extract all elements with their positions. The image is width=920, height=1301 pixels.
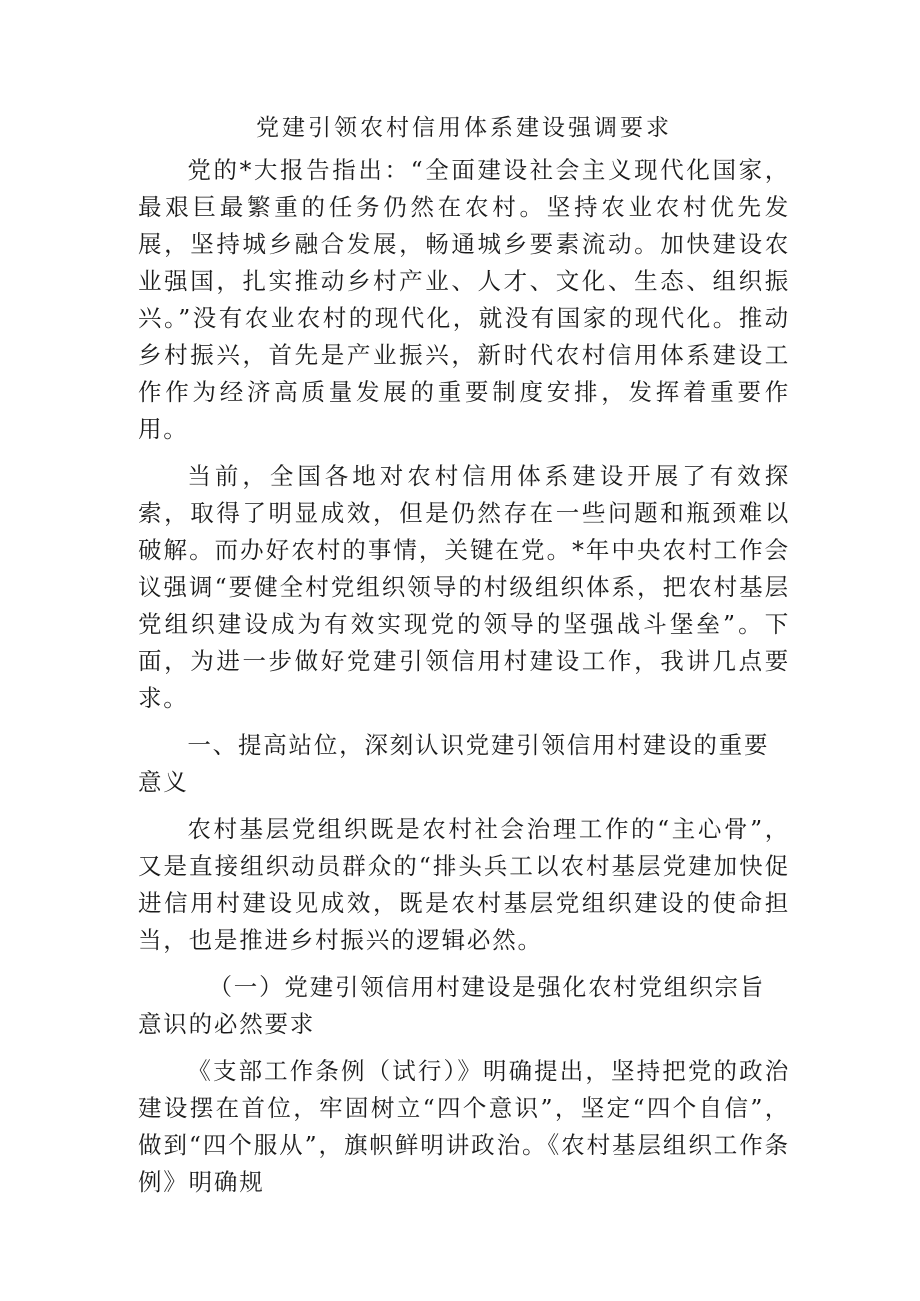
paragraph-sub-1-1: 《支部工作条例（试行）》明确提出，坚持把党的政治建设摆在首位，牢固树立“四个意识”，坚定“四个自信”，做到“四个服从”，旗帜鲜明讲政治。《农村基层组织工作条例》明确规 bbox=[138, 1057, 790, 1196]
document-title: 党建引领农村信用体系建设强调要求 bbox=[256, 115, 672, 141]
paragraph-current-situation: 当前，全国各地对农村信用体系建设开展了有效探索，取得了明显成效，但是仍然存在一些问题和瓶颈难以破解。而办好农村的事情，关键在党。*年中央农村工作会议强调“要健全村党组织领导的村级组织体系，把农村基层党组织建设成为有效实现党的领导的坚强战斗堡垒”。下面，为进一步做好党建引领信用村建设工作，我讲几点要求。 bbox=[138, 462, 790, 712]
document-page bbox=[138, 112, 790, 1211]
paragraph-intro: 党的*大报告指出：“全面建设社会主义现代化国家，最艰巨最繁重的任务仍然在农村。坚持农业农村优先发展，坚持城乡融合发展，畅通城乡要素流动。加快建设农业强国，扎实推动乡村产业、人才、文化、生态、组织振兴。”没有农业农村的现代化，就没有国家的现代化。推动乡村振兴，首先是产业振兴，新时代农村信用体系建设工作作为经济高质量发展的重要制度安排，发挥着重要作用。 bbox=[138, 156, 790, 443]
section-heading-1: 一、提高站位，深刻认识党建引领信用村建设的重要意义 bbox=[138, 731, 770, 796]
paragraph-section-1: 农村基层党组织既是农村社会治理工作的“主心骨”，又是直接组织动员群众的“排头兵工以农村基层党建加快促进信用村建设见成效，既是农村基层党组织建设的使命担当，也是推进乡村振兴的逻辑必然。 bbox=[138, 815, 790, 954]
sub-heading-1-1: （一）党建引领信用村建设是强化农村党组织宗旨意识的必然要求 bbox=[138, 973, 766, 1038]
